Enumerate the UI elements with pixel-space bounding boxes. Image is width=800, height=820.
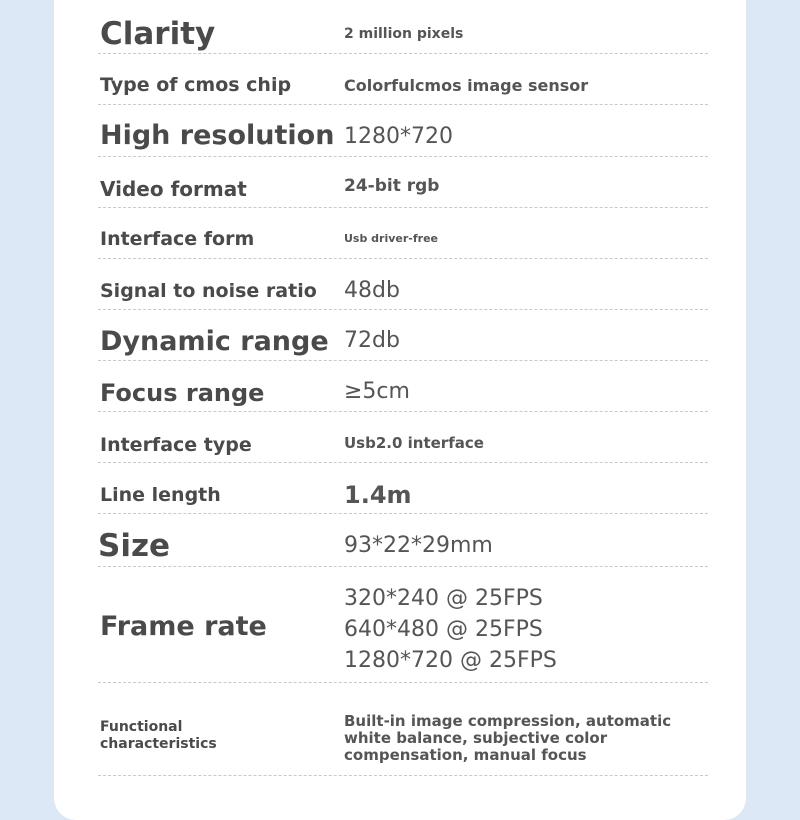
spec-label-size: Size bbox=[98, 528, 171, 564]
spec-row-high-resolution bbox=[98, 104, 708, 157]
spec-row-frame-rate bbox=[98, 566, 708, 683]
spec-label-line-length: Line length bbox=[100, 484, 221, 506]
frame-rate-line: 640*480 @ 25FPS bbox=[344, 617, 543, 642]
spec-value-focus-range: ≥5cm bbox=[344, 379, 410, 404]
spec-row-snr bbox=[98, 258, 708, 310]
spec-value-cmos-chip: Colorfulcmos image sensor bbox=[344, 76, 589, 95]
spec-label-focus-range: Focus range bbox=[100, 379, 265, 407]
spec-label-clarity: Clarity bbox=[100, 16, 216, 52]
spec-label-video-format: Video format bbox=[100, 177, 247, 201]
spec-row-functional bbox=[98, 682, 708, 776]
spec-value-snr: 48db bbox=[344, 278, 400, 303]
spec-value-clarity: 2 million pixels bbox=[344, 26, 464, 42]
frame-rate-line: 320*240 @ 25FPS bbox=[344, 586, 543, 611]
spec-value-interface-type: Usb2.0 interface bbox=[344, 434, 484, 452]
spec-label-functional: Functional characteristics bbox=[100, 719, 217, 752]
spec-label-snr: Signal to noise ratio bbox=[100, 280, 317, 302]
spec-row-interface-form bbox=[98, 207, 708, 259]
frame-rate-line: 1280*720 @ 25FPS bbox=[344, 648, 557, 673]
spec-label-dynamic-range: Dynamic range bbox=[100, 326, 329, 357]
spec-row-clarity bbox=[98, 0, 708, 54]
spec-value-interface-form: Usb driver-free bbox=[344, 232, 439, 245]
spec-row-line-length bbox=[98, 462, 708, 514]
spec-row-video-format bbox=[98, 156, 708, 208]
spec-value-frame-rate bbox=[344, 583, 557, 676]
spec-value-size: 93*22*29mm bbox=[344, 533, 493, 558]
spec-label-interface-form: Interface form bbox=[100, 228, 255, 250]
spec-value-dynamic-range: 72db bbox=[344, 328, 400, 353]
spec-row-focus-range bbox=[98, 360, 708, 412]
spec-label-frame-rate: Frame rate bbox=[100, 611, 267, 642]
spec-value-line-length: 1.4m bbox=[344, 481, 412, 509]
spec-row-size bbox=[98, 513, 708, 567]
spec-value-video-format: 24-bit rgb bbox=[344, 176, 440, 196]
spec-value-functional: Built-in image compression, automatic white balance, subjective color compensation, manual focus bbox=[344, 712, 672, 764]
spec-label-high-resolution: High resolution bbox=[100, 120, 335, 151]
spec-label-cmos-chip: Type of cmos chip bbox=[100, 74, 292, 96]
spec-label-interface-type: Interface type bbox=[100, 434, 252, 456]
spec-value-high-resolution: 1280*720 bbox=[344, 124, 453, 149]
spec-row-interface-type bbox=[98, 411, 708, 463]
spec-row-dynamic-range bbox=[98, 309, 708, 361]
spec-row-cmos-chip bbox=[98, 53, 708, 105]
